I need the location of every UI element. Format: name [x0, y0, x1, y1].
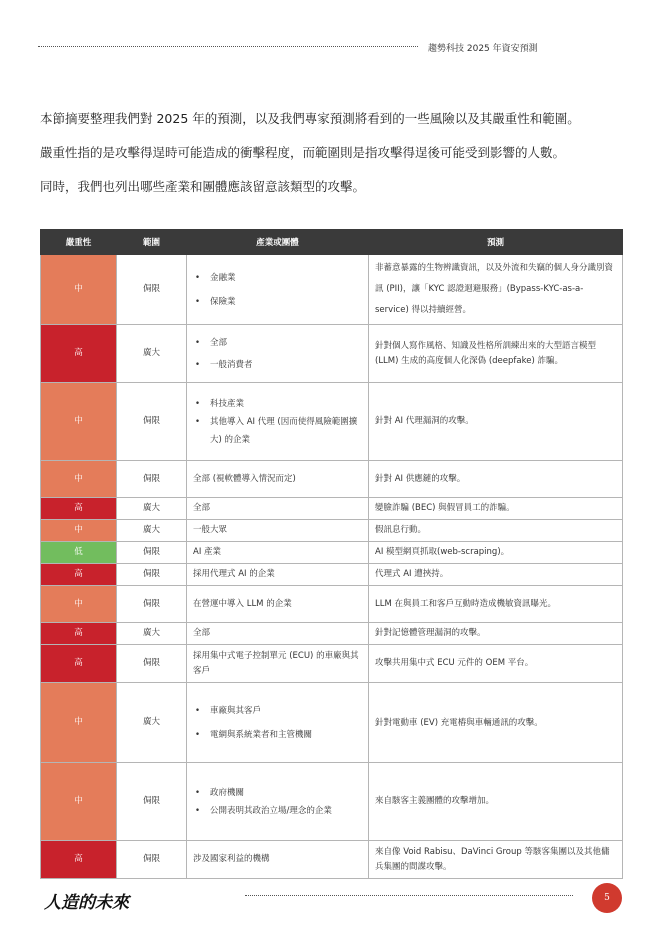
header-divider: [38, 46, 418, 47]
prediction-cell: AI 模型網頁抓取(web-scraping)。: [369, 542, 623, 564]
prediction-cell: 非蓄意暴露的生物辨識資訊，以及外流和失竊的個人身分識別資訊 (PII)，讓「KYC 認證迴避服務」(Bypass-KYC-as-a-service) 得以持續經營。: [369, 255, 623, 325]
group-item: • 其他導入 AI 代理 (因而使得風險範圍擴大) 的企業: [206, 413, 362, 449]
group-item: • 車廠與其客戶: [206, 699, 362, 723]
groups-cell: 在營運中導入 LLM 的企業: [187, 586, 369, 623]
groups-cell: AI 產業: [187, 542, 369, 564]
scope-cell: 侷限: [117, 383, 187, 461]
prediction-cell: 來自駭客主義團體的攻擊增加。: [369, 763, 623, 841]
groups-cell: 一般大眾: [187, 520, 369, 542]
header-title: 趨勢科技 2025 年資安預測: [428, 44, 538, 54]
severity-cell: 高: [41, 564, 117, 586]
prediction-table: [40, 229, 623, 879]
group-item: • 全部: [206, 332, 362, 354]
table-row: [41, 461, 623, 498]
severity-cell: 中: [41, 763, 117, 841]
prediction-cell: 針對 AI 代理漏洞的攻擊。: [369, 383, 623, 461]
table-row: [41, 586, 623, 623]
groups-cell: 採用集中式電子控制單元 (ECU) 的車廠與其客戶: [187, 645, 369, 683]
footer-title: 人造的未來: [44, 893, 129, 913]
severity-cell: 高: [41, 623, 117, 645]
scope-cell: 侷限: [117, 841, 187, 879]
header-groups: 產業或團體: [187, 230, 369, 255]
prediction-cell: 攻擊共用集中式 ECU 元件的 OEM 平台。: [369, 645, 623, 683]
scope-cell: 廣大: [117, 325, 187, 383]
intro-line-2: 嚴重性指的是攻擊得逞時可能造成的衝擊程度，而範圍則是指攻擊得逞後可能受到影響的人數。: [40, 145, 566, 160]
table-row: [41, 763, 623, 841]
intro-line-1: 本節摘要整理我們對 2025 年的預測，以及我們專家預測將看到的一些風險以及其嚴重性和範圍。: [40, 111, 580, 126]
scope-cell: 侷限: [117, 461, 187, 498]
scope-cell: 侷限: [117, 586, 187, 623]
table-row: [41, 520, 623, 542]
groups-cell: 全部 (視軟體導入情況而定): [187, 461, 369, 498]
prediction-cell: 針對 AI 供應鏈的攻擊。: [369, 461, 623, 498]
header-scope: 範圍: [117, 230, 187, 255]
severity-cell: 高: [41, 645, 117, 683]
scope-cell: 侷限: [117, 763, 187, 841]
group-item: • 保險業: [206, 290, 362, 314]
groups-cell: 採用代理式 AI 的企業: [187, 564, 369, 586]
intro-line-3: 同時，我們也列出哪些產業和團體應該留意該類型的攻擊。: [40, 179, 366, 194]
scope-cell: 廣大: [117, 683, 187, 763]
severity-cell: 中: [41, 383, 117, 461]
table-row: [41, 498, 623, 520]
header-prediction: 預測: [369, 230, 623, 255]
groups-cell: [187, 383, 369, 461]
table-row: [41, 623, 623, 645]
scope-cell: 侷限: [117, 255, 187, 325]
severity-cell: 中: [41, 255, 117, 325]
group-item: • 公開表明其政治立場/理念的企業: [206, 802, 362, 820]
groups-cell: [187, 325, 369, 383]
group-item: • 金融業: [206, 266, 362, 290]
group-item: • 電網與系統業者和主管機關: [206, 723, 362, 747]
severity-cell: 低: [41, 542, 117, 564]
group-item: • 科技產業: [206, 395, 362, 413]
table-header-row: [41, 230, 623, 255]
prediction-cell: 變臉詐騙 (BEC) 與假冒員工的詐騙。: [369, 498, 623, 520]
scope-cell: 廣大: [117, 623, 187, 645]
prediction-cell: 假訊息行動。: [369, 520, 623, 542]
footer-divider: [245, 895, 573, 896]
scope-cell: 侷限: [117, 645, 187, 683]
table-row: [41, 383, 623, 461]
group-item: • 一般消費者: [206, 354, 362, 376]
severity-cell: 中: [41, 461, 117, 498]
scope-cell: 廣大: [117, 520, 187, 542]
table-row: [41, 645, 623, 683]
scope-cell: 侷限: [117, 542, 187, 564]
page-number-badge: 5: [592, 883, 622, 913]
groups-cell: [187, 255, 369, 325]
group-item: • 政府機關: [206, 784, 362, 802]
severity-cell: 高: [41, 498, 117, 520]
groups-cell: [187, 763, 369, 841]
groups-cell: 全部: [187, 623, 369, 645]
prediction-cell: 針對記憶體管理漏洞的攻擊。: [369, 623, 623, 645]
prediction-cell: LLM 在與員工和客戶互動時造成機敏資訊曝光。: [369, 586, 623, 623]
table-row: [41, 841, 623, 879]
groups-cell: 涉及國家利益的機構: [187, 841, 369, 879]
table-row: [41, 542, 623, 564]
scope-cell: 侷限: [117, 564, 187, 586]
severity-cell: 中: [41, 683, 117, 763]
table-row: [41, 255, 623, 325]
severity-cell: 中: [41, 586, 117, 623]
prediction-cell: 針對個人寫作風格、知識及性格所訓練出來的大型語言模型 (LLM) 生成的高度個人化深偽 (deepfake) 詐騙。: [369, 325, 623, 383]
table-row: [41, 564, 623, 586]
header-severity: 嚴重性: [41, 230, 117, 255]
table-row: [41, 325, 623, 383]
prediction-cell: 針對電動車 (EV) 充電樁與車輛通訊的攻擊。: [369, 683, 623, 763]
prediction-cell: 代理式 AI 遭挾持。: [369, 564, 623, 586]
groups-cell: [187, 683, 369, 763]
groups-cell: 全部: [187, 498, 369, 520]
prediction-cell: 來自像 Void Rabisu、DaVinci Group 等駭客集團以及其他傭兵集團的間諜攻擊。: [369, 841, 623, 879]
scope-cell: 廣大: [117, 498, 187, 520]
severity-cell: 高: [41, 325, 117, 383]
table-row: [41, 683, 623, 763]
severity-cell: 中: [41, 520, 117, 542]
intro-text: [40, 102, 640, 204]
severity-cell: 高: [41, 841, 117, 879]
